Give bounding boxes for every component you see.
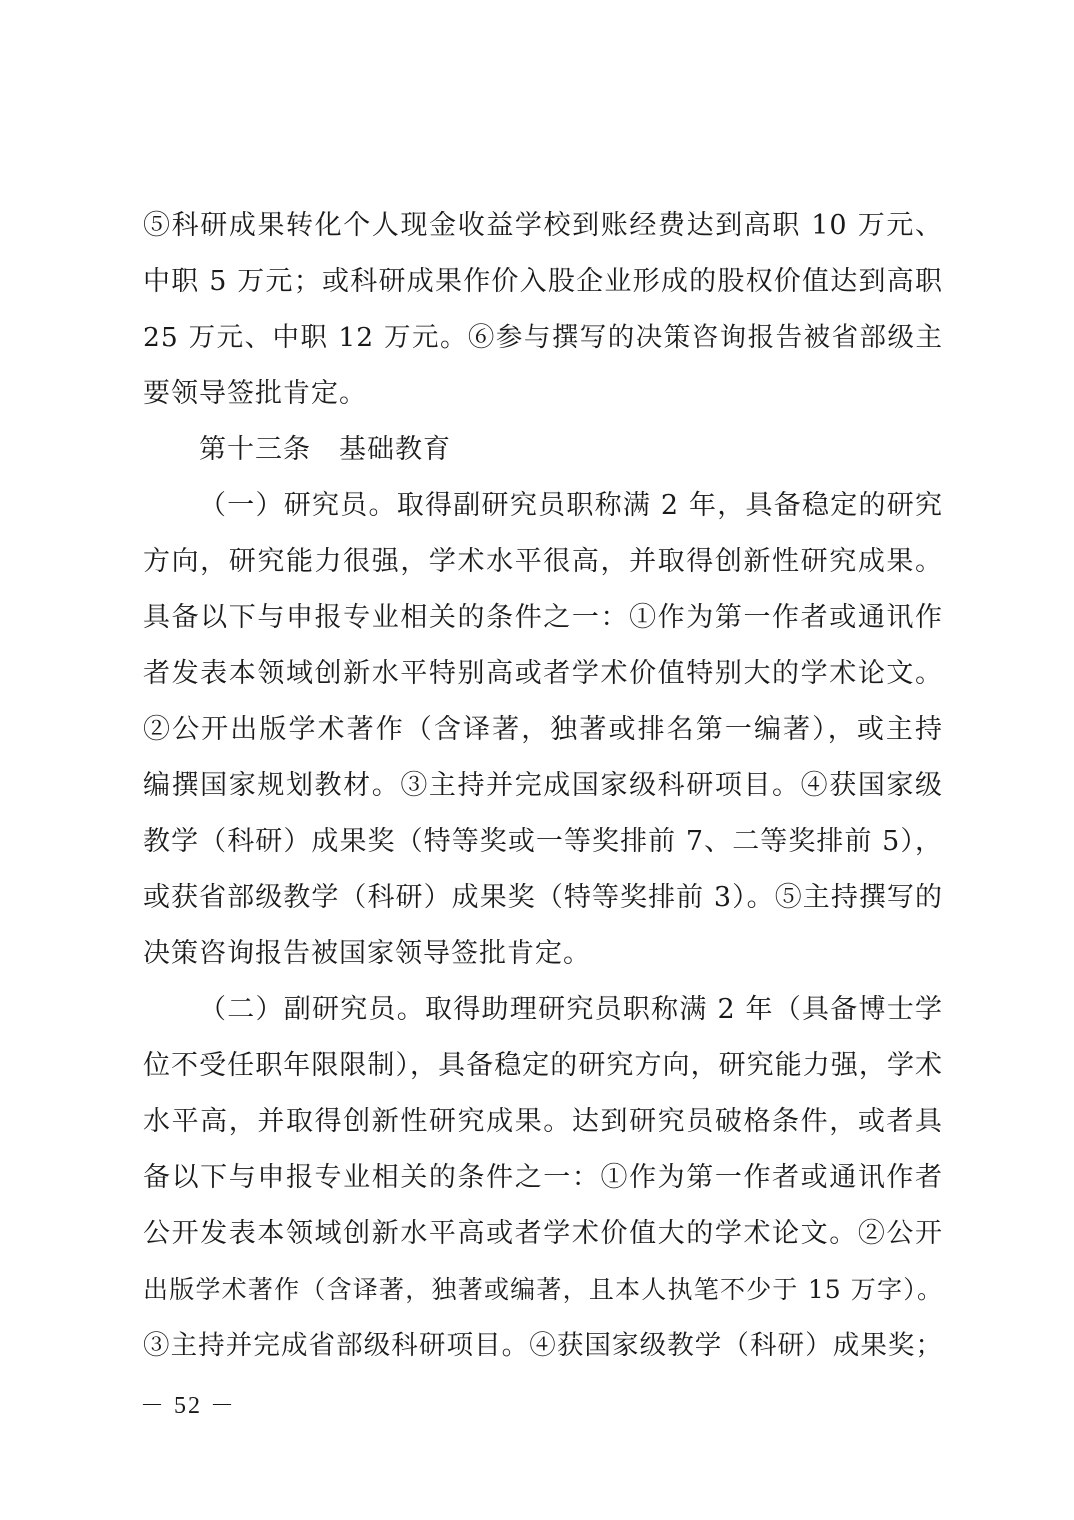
text-line: 水平高，并取得创新性研究成果。达到研究员破格条件，或者具 [143, 1106, 943, 1137]
text-line: 要领导签批肯定。 [143, 378, 367, 409]
text-line: ⑤科研成果转化个人现金收益学校到账经费达到高职 10 万元、 [143, 210, 943, 241]
article-title: 第十三条 基础教育 [199, 434, 451, 465]
text-line: 位不受任职年限限制），具备稳定的研究方向，研究能力强，学术 [143, 1050, 943, 1081]
paragraph-continuation [143, 198, 943, 422]
text-line: 者发表本领域创新水平特别高或者学术价值特别大的学术论文。 [143, 658, 943, 689]
text-line: ③主持并完成省部级科研项目。④获国家级教学（科研）成果奖； [143, 1330, 943, 1361]
text-line: 出版学术著作（含译著，独著或编著，且本人执笔不少于 15 万字）。 [143, 1275, 943, 1304]
text-line: （二）副研究员。取得助理研究员职称满 2 年（具备博士学 [199, 994, 943, 1025]
text-line: 中职 5 万元；或科研成果作价入股企业形成的股权价值达到高职 [143, 266, 943, 297]
document-body [143, 198, 943, 1374]
text-line: ②公开出版学术著作（含译著，独著或排名第一编著），或主持 [143, 714, 943, 745]
section-heading [143, 422, 943, 478]
text-line: 具备以下与申报专业相关的条件之一：①作为第一作者或通讯作 [143, 602, 943, 633]
text-line: 编撰国家规划教材。③主持并完成国家级科研项目。④获国家级 [143, 770, 943, 801]
text-line: 公开发表本领域创新水平高或者学术价值大的学术论文。②公开 [143, 1218, 943, 1249]
paragraph-associate-researcher [143, 982, 943, 1374]
text-line: 方向，研究能力很强，学术水平很高，并取得创新性研究成果。 [143, 546, 943, 577]
page-number: － 52 － [140, 1393, 236, 1419]
text-line: 备以下与申报专业相关的条件之一：①作为第一作者或通讯作者 [143, 1162, 943, 1193]
text-line: 教学（科研）成果奖（特等奖或一等奖排前 7、二等奖排前 5）， [143, 826, 943, 857]
paragraph-researcher [143, 478, 943, 982]
text-line: （一）研究员。取得副研究员职称满 2 年，具备稳定的研究 [199, 490, 943, 521]
text-line: 25 万元、中职 12 万元。⑥参与撰写的决策咨询报告被省部级主 [143, 322, 943, 353]
text-line: 或获省部级教学（科研）成果奖（特等奖排前 3）。⑤主持撰写的 [143, 882, 943, 913]
text-line: 决策咨询报告被国家领导签批肯定。 [143, 938, 591, 969]
